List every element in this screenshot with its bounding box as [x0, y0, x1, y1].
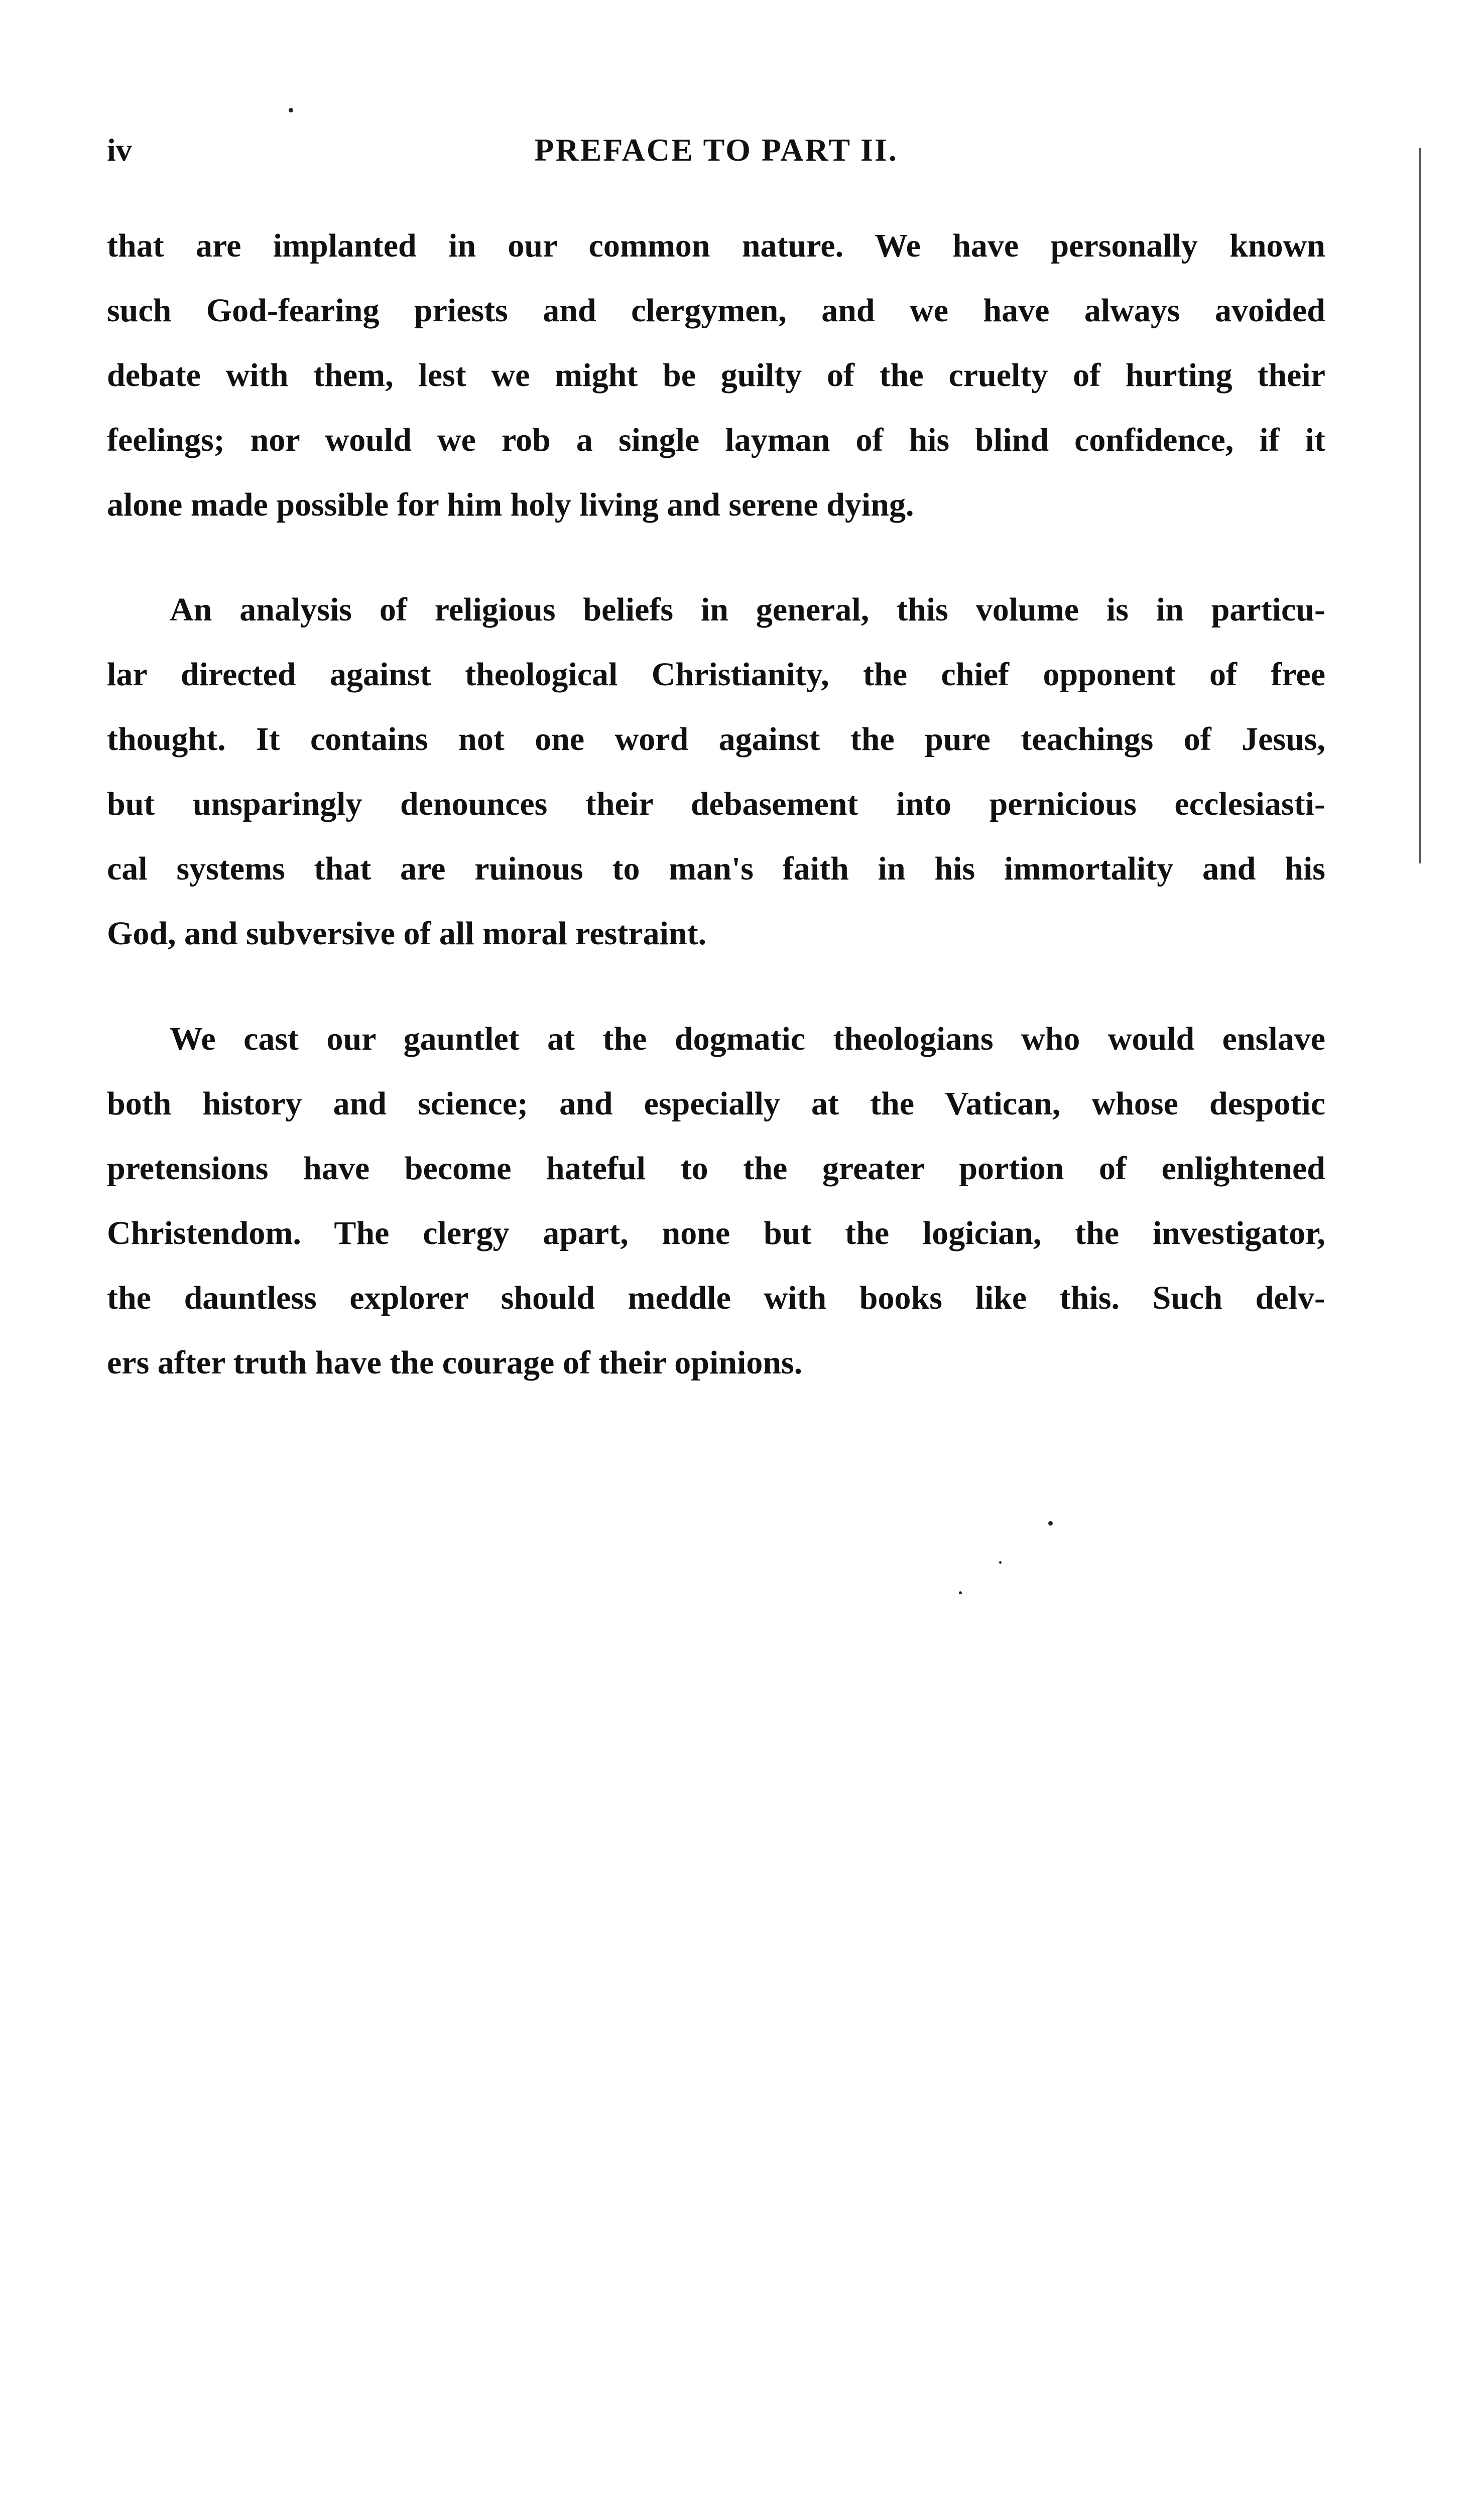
paragraph-3 [107, 1007, 1325, 1395]
text-line: We cast our gauntlet at the dogmatic theologians who would enslave [170, 1021, 1325, 1057]
text-line: cal systems that are ruinous to man's faith in his immortality and his [107, 850, 1325, 887]
text-line: both history and science; and especially at the Vatican, whose despotic [107, 1085, 1325, 1122]
text-line: An analysis of religious beliefs in general, this volume is in particu- [170, 591, 1325, 628]
paragraph-1 [107, 213, 1325, 537]
text-line: God, and subversive of all moral restraint. [107, 915, 707, 952]
speck [959, 1591, 962, 1594]
text-line: thought. It contains not one word against the pure teachings of Jesus, [107, 721, 1325, 758]
text-line: alone made possible for him holy living and serene dying. [107, 486, 914, 523]
speck [1048, 1521, 1053, 1526]
speck [289, 108, 293, 112]
speck [999, 1561, 1002, 1564]
text-line: that are implanted in our common nature. We have personally known [107, 227, 1325, 264]
paragraph-2 [107, 577, 1325, 966]
page-header [107, 132, 1325, 177]
text-line: the dauntless explorer should meddle with books like this. Such delv- [107, 1280, 1325, 1316]
text-line: pretensions have become hateful to the greater portion of enlightened [107, 1150, 1325, 1187]
text-line: such God-fearing priests and clergymen, and we have always avoided [107, 292, 1325, 329]
text-line: lar directed against theological Christianity, the chief opponent of free [107, 656, 1325, 693]
text-line: but unsparingly denounces their debasement into pernicious ecclesiasti- [107, 786, 1325, 822]
page-edge-line [1419, 148, 1421, 863]
text-line: Christendom. The clergy apart, none but the logician, the investigator, [107, 1215, 1325, 1251]
text-line: ers after truth have the courage of their opinions. [107, 1344, 803, 1381]
text-line: debate with them, lest we might be guilty of the cruelty of hurting their [107, 357, 1325, 394]
running-title: PREFACE TO PART II. [534, 132, 898, 168]
page-number: iv [107, 132, 132, 168]
text-line: feelings; nor would we rob a single layman of his blind confidence, if it [107, 422, 1325, 458]
